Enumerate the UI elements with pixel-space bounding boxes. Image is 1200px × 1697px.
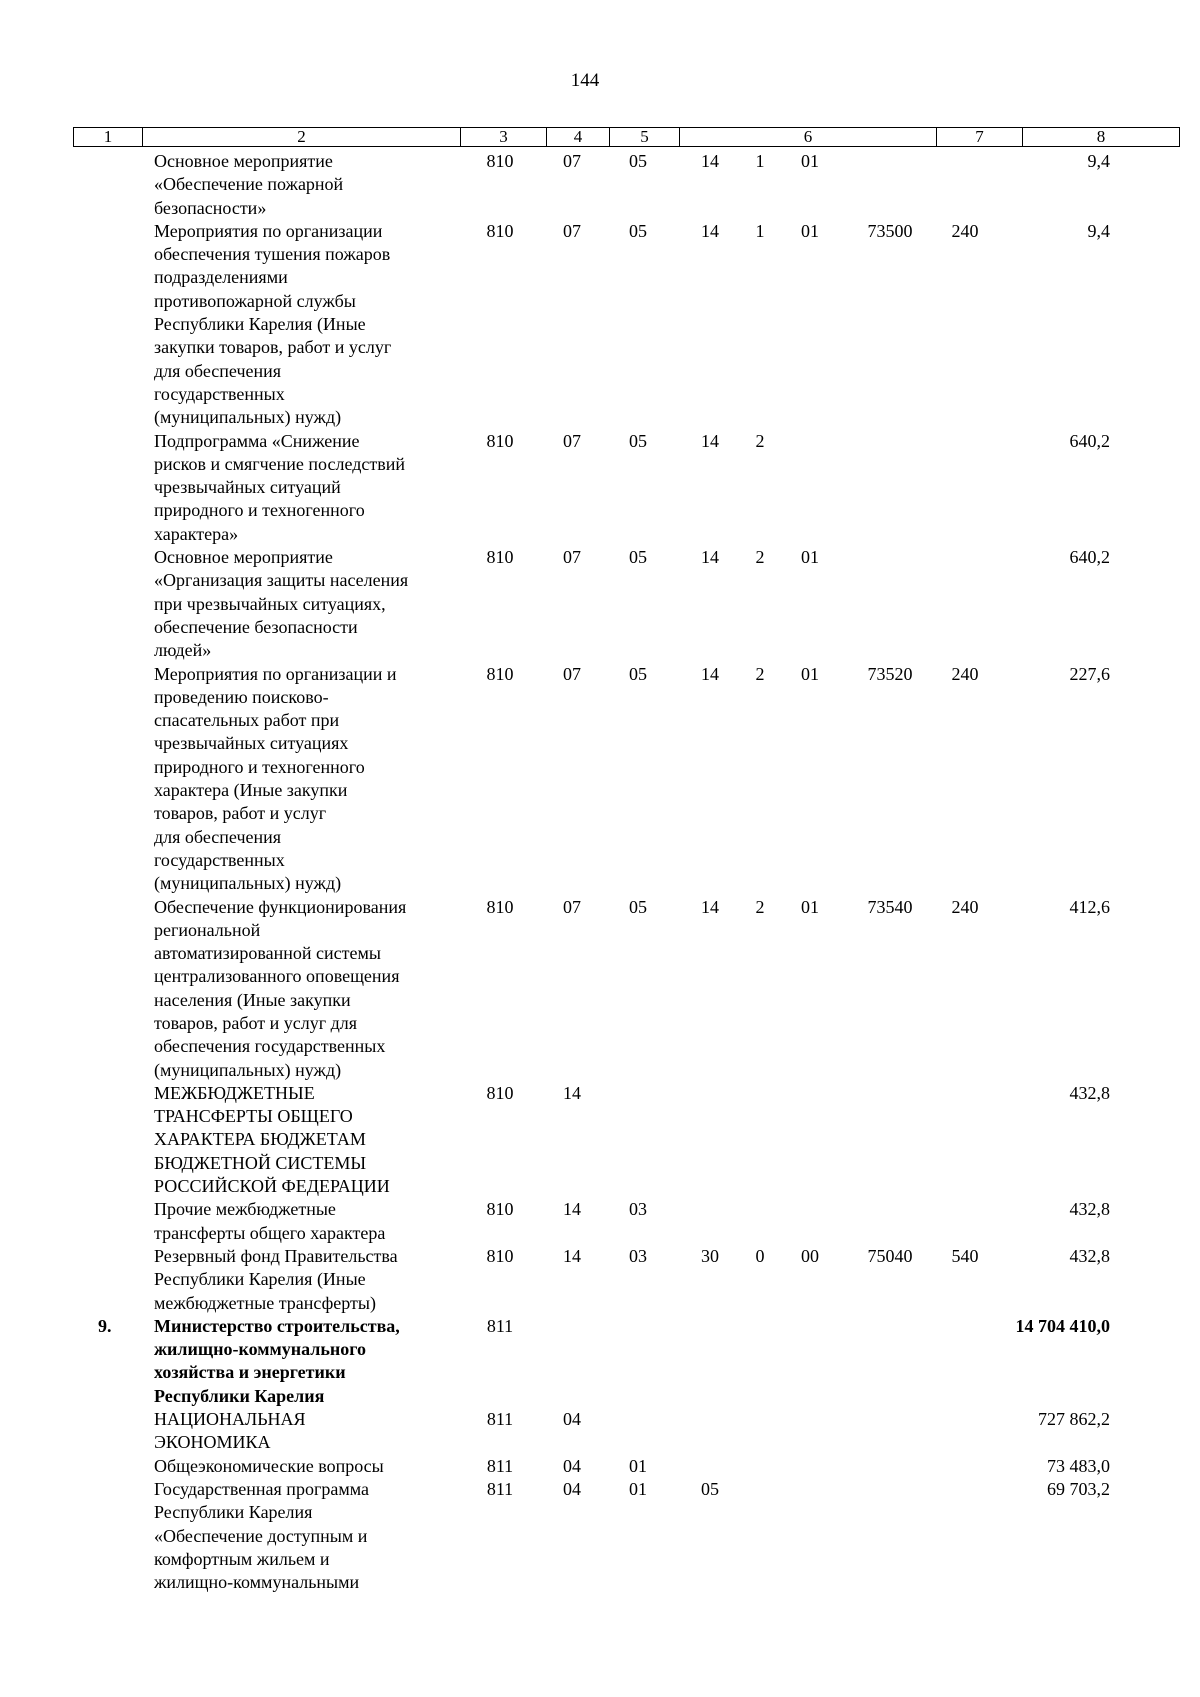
- column-header-table: [73, 127, 1180, 147]
- column-header-5: 5: [610, 128, 680, 147]
- code-cell-c3: 811: [486, 1478, 514, 1499]
- code-cell-c3: 810: [486, 547, 514, 568]
- amount-cell: 727 862,2: [1038, 1409, 1110, 1430]
- code-cell-c4: 07: [563, 547, 581, 568]
- table-row: [0, 150, 1200, 220]
- row-description: НАЦИОНАЛЬНАЯ ЭКОНОМИКА: [154, 1409, 306, 1453]
- code-cell-c4: 07: [563, 663, 581, 684]
- code-cell-c4: 04: [563, 1478, 581, 1499]
- row-description: Резервный фонд Правительства Республики Карелия (Иные межбюджетные трансферты): [154, 1245, 398, 1313]
- code-cell-c7: 240: [951, 896, 979, 917]
- column-header-2: 2: [143, 128, 461, 147]
- code-cell-c4: 04: [563, 1455, 581, 1476]
- code-cell-c7: 540: [951, 1245, 979, 1266]
- code-cell-c3: 810: [486, 151, 514, 171]
- code-cell-c6d: 73520: [867, 663, 913, 684]
- code-cell-c6a: 14: [701, 430, 719, 451]
- table-row: [0, 1245, 1200, 1315]
- code-cell-c6a: 14: [701, 151, 719, 171]
- row-description: Прочие межбюджетные трансферты общего характера: [154, 1199, 386, 1243]
- row-description: Основное мероприятие «Обеспечение пожарной безопасности»: [154, 151, 344, 218]
- row-description: Подпрограмма «Снижение рисков и смягчение последствий чрезвычайных ситуаций природного и техногенного характера»: [154, 430, 406, 544]
- row-description: Мероприятия по организации обеспечения тушения пожаров подразделениями противопожарной службы Республики Карелия (Иные закупки товаров, работ и услуг для обеспечения государственных (муниципальных) нужд): [154, 220, 392, 428]
- code-cell-c3: 810: [486, 1082, 514, 1103]
- amount-cell: 73 483,0: [1047, 1455, 1110, 1476]
- code-cell-c6d: 73540: [867, 896, 913, 917]
- code-cell-c4: 07: [563, 151, 581, 171]
- code-cell-c6b: 2: [755, 896, 765, 917]
- amount-cell: 432,8: [1069, 1245, 1110, 1266]
- budget-table-body: [0, 150, 1200, 1594]
- table-row: [0, 1198, 1200, 1245]
- code-cell-c6d: 75040: [867, 1245, 913, 1266]
- table-row: [0, 1478, 1200, 1594]
- row-description: Государственная программа Республики Карелия «Обеспечение доступным и комфортным жильем и жилищно-коммунальными: [154, 1478, 369, 1593]
- amount-cell: 69 703,2: [1047, 1478, 1110, 1499]
- amount-cell: 640,2: [1069, 547, 1110, 568]
- code-cell-c4: 14: [563, 1082, 581, 1103]
- row-number: 9.: [98, 1315, 112, 1336]
- row-description: Министерство строительства, жилищно-коммунального хозяйства и энергетики Республики Карелия: [154, 1315, 400, 1406]
- code-cell-c6c: 01: [801, 547, 819, 568]
- code-cell-c3: 811: [486, 1315, 514, 1336]
- code-cell-c6d: 73500: [867, 220, 913, 241]
- code-cell-c5: 05: [629, 896, 647, 917]
- table-row: [0, 663, 1200, 896]
- code-cell-c5: 05: [629, 547, 647, 568]
- column-header-8: 8: [1023, 128, 1180, 147]
- code-cell-c6a: 30: [701, 1245, 719, 1266]
- code-cell-c6a: 14: [701, 896, 719, 917]
- row-description: Мероприятия по организации и проведению поисково- спасательных работ при чрезвычайных ситуациях природного и техногенного характера (Иные закупки товаров, работ и услуг для обеспечения государственных (муниципальных) нужд): [154, 663, 397, 894]
- table-row: [0, 220, 1200, 430]
- page-number: 144: [570, 70, 600, 91]
- code-cell-c4: 07: [563, 430, 581, 451]
- code-cell-c3: 810: [486, 896, 514, 917]
- code-cell-c5: 05: [629, 220, 647, 241]
- code-cell-c6a: 05: [701, 1478, 719, 1499]
- code-cell-c3: 811: [486, 1455, 514, 1476]
- table-row: [0, 430, 1200, 546]
- column-header-3: 3: [461, 128, 547, 147]
- code-cell-c6c: 00: [801, 1245, 819, 1266]
- code-cell-c4: 14: [563, 1199, 581, 1220]
- code-cell-c6c: 01: [801, 151, 819, 171]
- code-cell-c6c: 01: [801, 896, 819, 917]
- column-header-4: 4: [547, 128, 610, 147]
- code-cell-c3: 810: [486, 220, 514, 241]
- code-cell-c6b: 2: [755, 430, 765, 451]
- code-cell-c6a: 14: [701, 547, 719, 568]
- table-row: [0, 546, 1200, 662]
- code-cell-c5: 01: [629, 1478, 647, 1499]
- code-cell-c5: 05: [629, 663, 647, 684]
- amount-cell: 432,8: [1069, 1082, 1110, 1103]
- code-cell-c4: 07: [563, 896, 581, 917]
- column-header-1: 1: [74, 128, 143, 147]
- column-header-7: 7: [937, 128, 1023, 147]
- code-cell-c3: 811: [486, 1409, 514, 1430]
- amount-cell: 9,4: [1087, 151, 1110, 171]
- code-cell-c7: 240: [951, 663, 979, 684]
- code-cell-c6b: 0: [755, 1245, 765, 1266]
- amount-cell: 432,8: [1069, 1199, 1110, 1220]
- code-cell-c3: 810: [486, 1245, 514, 1266]
- column-header-6: 6: [680, 128, 937, 147]
- code-cell-c6c: 01: [801, 220, 819, 241]
- amount-cell: 640,2: [1069, 430, 1110, 451]
- code-cell-c5: 01: [629, 1455, 647, 1476]
- code-cell-c3: 810: [486, 663, 514, 684]
- row-description: Обеспечение функционирования региональной автоматизированной системы централизованного оповещения населения (Иные закупки товаров, работ и услуг для обеспечения государственных (муниципальных) нужд): [154, 896, 407, 1080]
- table-row: [0, 1315, 1200, 1408]
- table-row: [0, 1408, 1200, 1455]
- code-cell-c6b: 2: [755, 663, 765, 684]
- table-row: [0, 1082, 1200, 1198]
- code-cell-c6b: 1: [755, 220, 765, 241]
- amount-cell: 9,4: [1087, 220, 1110, 241]
- code-cell-c6a: 14: [701, 663, 719, 684]
- code-cell-c6b: 1: [755, 151, 765, 171]
- code-cell-c6b: 2: [755, 547, 765, 568]
- code-cell-c5: 03: [629, 1199, 647, 1220]
- amount-cell: 14 704 410,0: [1015, 1315, 1110, 1336]
- code-cell-c4: 04: [563, 1409, 581, 1430]
- code-cell-c6a: 14: [701, 220, 719, 241]
- code-cell-c7: 240: [951, 220, 979, 241]
- table-row: [0, 896, 1200, 1082]
- code-cell-c5: 05: [629, 430, 647, 451]
- amount-cell: 412,6: [1069, 896, 1110, 917]
- row-description: Основное мероприятие «Организация защиты населения при чрезвычайных ситуациях, обеспечение безопасности людей»: [154, 547, 409, 661]
- code-cell-c5: 03: [629, 1245, 647, 1266]
- code-cell-c6c: 01: [801, 663, 819, 684]
- code-cell-c3: 810: [486, 430, 514, 451]
- code-cell-c4: 07: [563, 220, 581, 241]
- row-description: Общеэкономические вопросы: [154, 1455, 384, 1476]
- column-header-row: [74, 128, 1180, 147]
- amount-cell: 227,6: [1069, 663, 1110, 684]
- code-cell-c4: 14: [563, 1245, 581, 1266]
- table-row: [0, 1455, 1200, 1478]
- code-cell-c5: 05: [629, 151, 647, 171]
- code-cell-c3: 810: [486, 1199, 514, 1220]
- row-description: МЕЖБЮДЖЕТНЫЕ ТРАНСФЕРТЫ ОБЩЕГО ХАРАКТЕРА БЮДЖЕТАМ БЮДЖЕТНОЙ СИСТЕМЫ РОССИЙСКОЙ ФЕДЕРАЦИИ: [154, 1082, 390, 1197]
